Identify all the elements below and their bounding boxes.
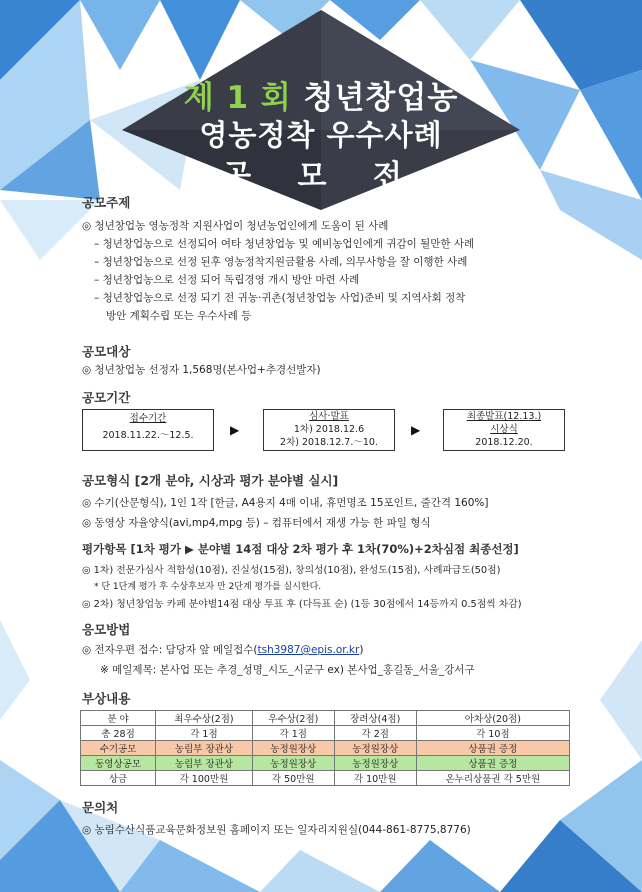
topic-item-continued: 방안 계획수립 또는 우수사례 등 <box>106 310 252 322</box>
table-cell: 상금 <box>81 771 156 786</box>
period-box-submission-date: 2018.11.22.～12.5. <box>102 430 194 441</box>
table-cell: 온누리상품권 각 5만원 <box>416 771 569 786</box>
section-target-heading: 공모대상 <box>82 344 131 359</box>
evaluation-note: * 단 1단계 평가 후 수상후보자 만 2단계 평가를 실시한다. <box>94 582 322 592</box>
table-cell: 장려상(4점) <box>334 711 416 726</box>
table-cell: 상품권 증정 <box>416 756 569 771</box>
section-format-heading: 공모형식 [2개 분야, 시상과 평가 분야별 실시] <box>82 473 339 488</box>
section-awards-heading: 부상내용 <box>82 691 131 706</box>
period-box-review-title: 심사·발표 <box>309 411 349 422</box>
table-cell: 우수상(2점) <box>252 711 334 726</box>
format-item-video: ◎ 동영상 자율양식(avi,mp4,mpg 등) – 컴퓨터에서 재생 가능 한 파일 형식 <box>82 517 431 529</box>
table-row <box>81 771 570 786</box>
table-cell: 아차상(20점) <box>416 711 569 726</box>
period-box-review-round2: 2차) 2018.12.7.～10. <box>280 437 378 448</box>
table-cell: 각 1점 <box>156 726 253 741</box>
period-box-final-title: 최종발표(12.13.) <box>466 411 542 422</box>
table-cell: 동영상공모 <box>81 756 156 771</box>
table-cell: 농림부 장관상 <box>156 756 253 771</box>
table-cell: 농림부 장관상 <box>156 741 253 756</box>
topic-item: – 청년창업농으로 선정 되어 독립경영 개시 방안 마련 사례 <box>94 274 360 286</box>
section-period-heading: 공모기간 <box>82 390 131 405</box>
apply-subject-note: ※ 메일제목: 본사업 또는 추경_성명_시도_시군구 ex) 본사업_홍길동_서울_강서구 <box>100 664 475 676</box>
poster-title-line1 <box>0 72 642 117</box>
arrow-icon: ▶ <box>230 423 240 437</box>
table-cell: 각 10점 <box>416 726 569 741</box>
period-box-final-ceremony: 시상식 <box>490 424 518 435</box>
section-apply-heading: 응모방법 <box>82 622 131 637</box>
section-contact-heading: 문의처 <box>82 800 119 815</box>
table-cell: 각 10만원 <box>334 771 416 786</box>
period-box-submission-title: 접수기간 <box>129 413 167 424</box>
table-cell: 농정원장상 <box>252 756 334 771</box>
table-row <box>81 741 570 756</box>
table-cell: 각 2점 <box>334 726 416 741</box>
poster-title-line3: 공 모 전 <box>222 159 420 194</box>
title-program: 청년창업농 <box>291 80 459 116</box>
table-row <box>81 711 570 726</box>
table-cell: 상품권 증정 <box>416 741 569 756</box>
apply-email-line: ◎ 전자우편 접수: 담당자 앞 메일접수(tsh3987@epis.or.kr) <box>82 644 364 656</box>
poster-title-line2: 영농정착 우수사례 <box>199 118 443 152</box>
table-cell: 최우수상(2점) <box>156 711 253 726</box>
topic-main: ◎ 청년창업농 영농정착 지원사업이 청년농업인에게 도움이 된 사례 <box>82 220 389 232</box>
table-cell: 분 야 <box>81 711 156 726</box>
table-cell: 각 100만원 <box>156 771 253 786</box>
table-cell: 농정원장상 <box>252 741 334 756</box>
period-box-review <box>263 409 395 451</box>
topic-item: – 청년창업농으로 선정되어 여타 청년창업농 및 예비농업인에게 귀감이 될만한 사례 <box>94 238 475 250</box>
table-row <box>81 726 570 741</box>
awards-table <box>80 710 570 786</box>
period-box-final <box>443 409 565 451</box>
contact-text: ◎ 농림수산식품교육문화정보원 홈페이지 또는 일자리지원실(044-861-8775,8776) <box>82 824 471 836</box>
section-evaluation-heading: 평가항목 [1차 평가 ▶ 분야별 14점 대상 2차 평가 후 1차(70%)+2차심점 최종선정] <box>82 542 519 556</box>
table-cell: 각 50만원 <box>252 771 334 786</box>
contact-email-link[interactable]: tsh3987@epis.or.kr <box>257 644 360 656</box>
table-cell: 농정원장상 <box>334 756 416 771</box>
section-topic-heading: 공모주제 <box>82 195 131 210</box>
period-box-review-round1: 1차) 2018.12.6 <box>293 424 365 435</box>
period-box-final-date: 2018.12.20. <box>475 437 533 448</box>
table-cell: 총 28점 <box>81 726 156 741</box>
table-cell: 농정원장상 <box>334 741 416 756</box>
period-box-submission <box>82 409 214 451</box>
edition-label: 제 1 회 <box>183 80 292 116</box>
target-text: ◎ 청년창업농 선정자 1,568명(본사업+추경선발자) <box>82 364 321 376</box>
table-row <box>81 756 570 771</box>
format-item-essay: ◎ 수기(산문형식), 1인 1작 [한글, A4용지 4매 이내, 휴먼명조 15포인트, 줄간격 160%] <box>82 497 489 509</box>
evaluation-round1: ◎ 1차) 전문가심사 적합성(10점), 진실성(15점), 창의성(10점), 완성도(15점), 사례파급도(50점) <box>82 565 501 576</box>
topic-item: – 청년창업농으로 선정 되기 전 귀농·귀촌(청년창업농 사업)준비 및 지역사회 정착 <box>94 292 466 304</box>
topic-item: – 청년창업농으로 선정 된후 영농정착지원금활용 사례, 의무사항을 잘 이행한 사례 <box>94 256 468 268</box>
table-cell: 수기공모 <box>81 741 156 756</box>
table-cell: 각 1점 <box>252 726 334 741</box>
evaluation-round2: ◎ 2차) 청년창업농 카페 분야별14점 대상 투표 후 (다득표 순) (1등 30점에서 14등까지 0.5점씩 차감) <box>82 599 522 610</box>
arrow-icon: ▶ <box>411 423 421 437</box>
